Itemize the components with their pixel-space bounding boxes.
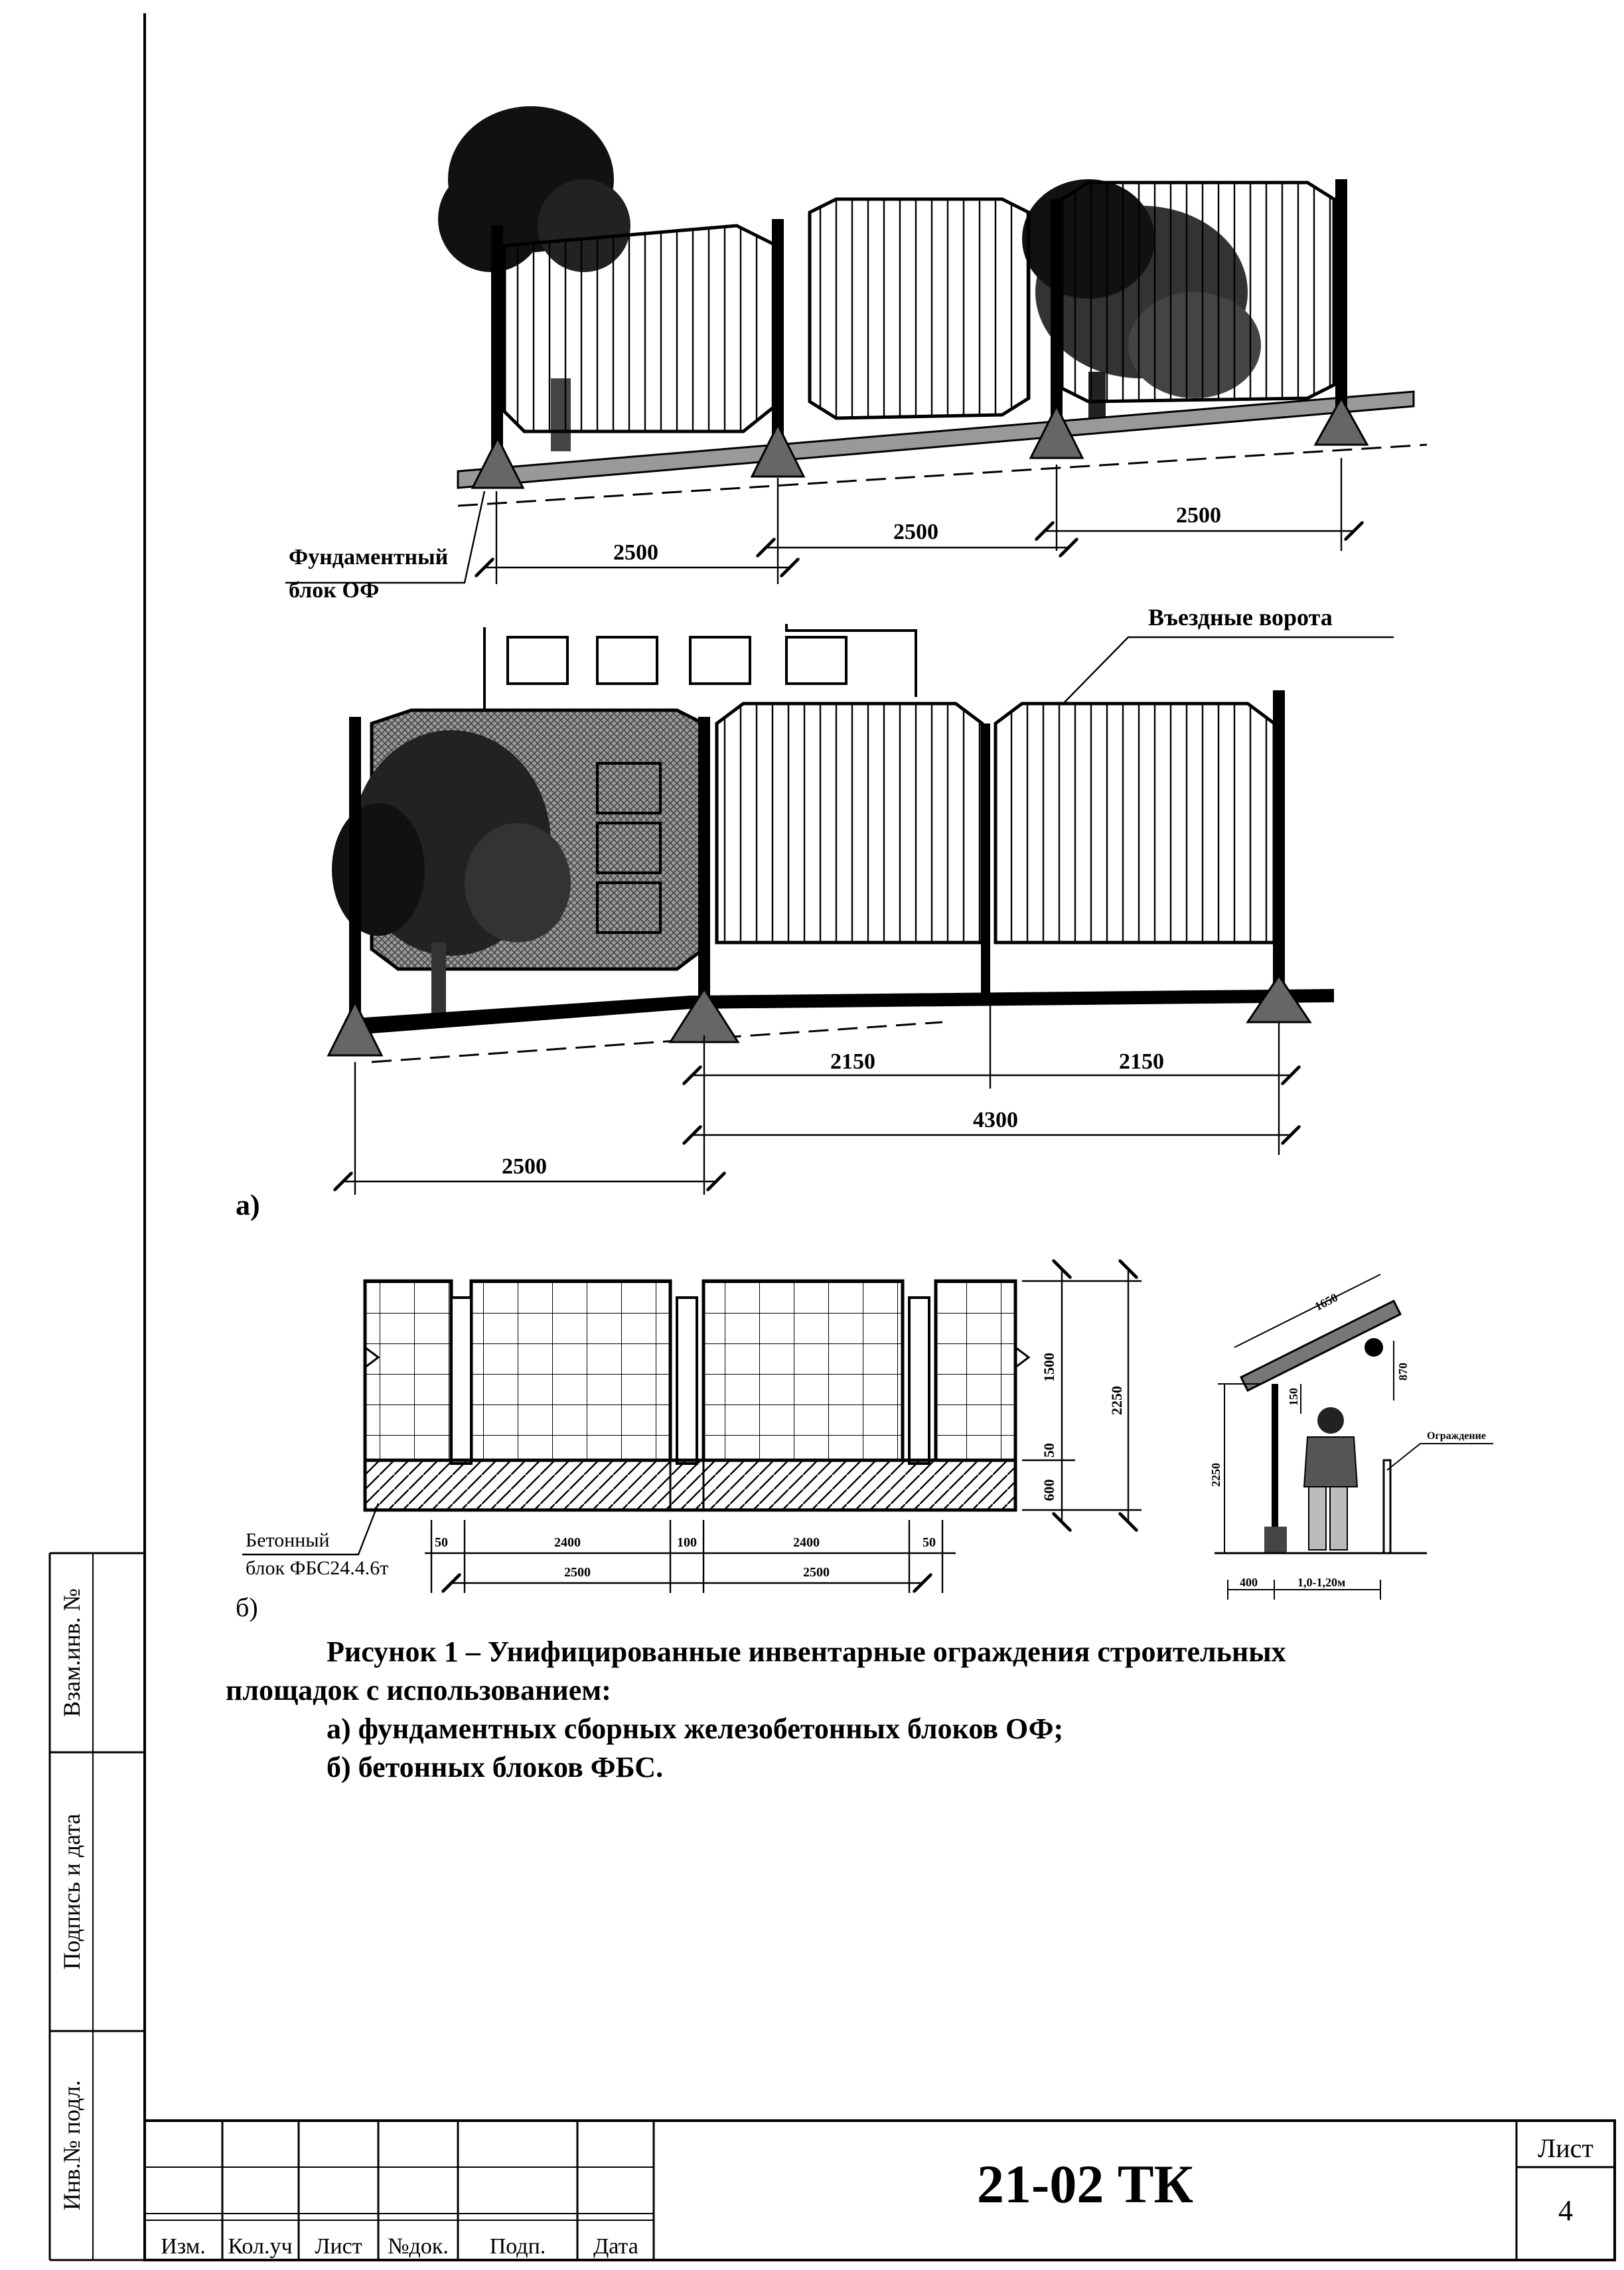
fence-panel xyxy=(810,199,1029,418)
title-block-header: Кол.уч xyxy=(228,2234,293,2259)
concrete-block xyxy=(365,1460,1015,1510)
dimension-text: 2500 xyxy=(893,520,938,544)
fence-panel xyxy=(703,1281,903,1460)
dimension-text: 4300 xyxy=(973,1108,1018,1132)
dimension-text: 2500 xyxy=(564,1565,591,1580)
figure-b-canopy-section xyxy=(1209,1274,1493,1600)
gate-leaf xyxy=(717,704,982,943)
dimension-text: 1650 xyxy=(1312,1290,1340,1314)
figure-part-label: а) xyxy=(236,1189,260,1221)
title-block xyxy=(145,2121,1615,2260)
fence-panel xyxy=(471,1281,670,1460)
left-margin xyxy=(50,13,145,2260)
dimension-line xyxy=(425,1520,956,1593)
dimension-text: 150 xyxy=(1287,1388,1300,1406)
dimension-text: 870 xyxy=(1396,1363,1410,1381)
sheet-number: 4 xyxy=(1558,2194,1573,2227)
fence-label: Ограждение xyxy=(1427,1430,1486,1442)
title-block-header: Изм. xyxy=(161,2234,206,2259)
sheet-label: Лист xyxy=(1538,2133,1593,2163)
caption-line: Рисунок 1 – Унифицированные инвентарные ограждения строительных xyxy=(327,1635,1286,1668)
dimension-text: 2500 xyxy=(502,1154,547,1179)
figure-b-block-fence xyxy=(236,1269,1142,1622)
document-code: 21-02 ТК xyxy=(977,2154,1193,2214)
dimension-text: 600 xyxy=(1041,1479,1057,1501)
title-block-header: Подп. xyxy=(489,2234,546,2259)
dimension-text: 2500 xyxy=(613,540,658,565)
concrete-block-label: блок ФБС24.4.6т xyxy=(246,1557,389,1579)
dimension-text: 2400 xyxy=(793,1535,820,1550)
gate-post xyxy=(981,723,990,996)
title-block-header: №док. xyxy=(388,2234,449,2259)
gate-label: Въездные ворота xyxy=(1148,604,1333,631)
dimension-text: 50 xyxy=(1041,1443,1057,1458)
dimension-text: 2150 xyxy=(1119,1049,1164,1074)
figure-a-slope-fence xyxy=(285,106,1427,603)
person-figure xyxy=(1304,1407,1357,1550)
figure-part-label: б) xyxy=(236,1592,258,1622)
figure-a-gate-elevation xyxy=(236,604,1394,1221)
fence-post xyxy=(1384,1460,1390,1553)
dimension-text: 2400 xyxy=(554,1535,581,1550)
dimension-text: 2150 xyxy=(830,1049,875,1074)
caption-item: б) бетонных блоков ФБС. xyxy=(327,1751,664,1783)
dimension-text: 400 xyxy=(1240,1576,1258,1589)
dimension-text: 2250 xyxy=(1108,1386,1125,1415)
caption-line: площадок с использованием: xyxy=(226,1674,611,1706)
foundation-block-label: Фундаментный xyxy=(289,545,449,569)
fence-panel xyxy=(365,1281,451,1460)
dimension-text: 2500 xyxy=(1176,503,1221,528)
leader-line xyxy=(1062,637,1394,705)
dimension-text: 2250 xyxy=(1209,1463,1222,1487)
dimension-text: 50 xyxy=(923,1535,936,1550)
dimension-text: 50 xyxy=(435,1535,448,1550)
stamp-replacement-inv: Взам.инв. № xyxy=(58,1588,85,1717)
fence-panel xyxy=(936,1281,1015,1460)
caption-item: а) фундаментных сборных железобетонных блоков ОФ; xyxy=(327,1712,1064,1745)
stamp-original-inv: Инв.№ подл. xyxy=(58,2080,85,2211)
foundation-block-label: блок ОФ xyxy=(289,578,380,603)
dimension-text: 1,0-1,20м xyxy=(1297,1576,1346,1589)
leader-line xyxy=(1387,1444,1493,1470)
fence-panel xyxy=(504,226,776,431)
concrete-block-label: Бетонный xyxy=(246,1529,330,1551)
gate-leaf xyxy=(996,704,1274,943)
dimension-text: 100 xyxy=(677,1535,697,1550)
stamp-signature-date: Подпись и дата xyxy=(58,1813,85,1970)
fence-panel xyxy=(1062,183,1334,402)
figure-caption xyxy=(226,1633,1487,1787)
dimension-text: 2500 xyxy=(803,1565,830,1580)
title-block-header: Лист xyxy=(315,2234,362,2259)
dimension-text: 1500 xyxy=(1041,1353,1057,1382)
title-block-header: Дата xyxy=(593,2234,638,2259)
canopy-post xyxy=(1272,1384,1278,1543)
